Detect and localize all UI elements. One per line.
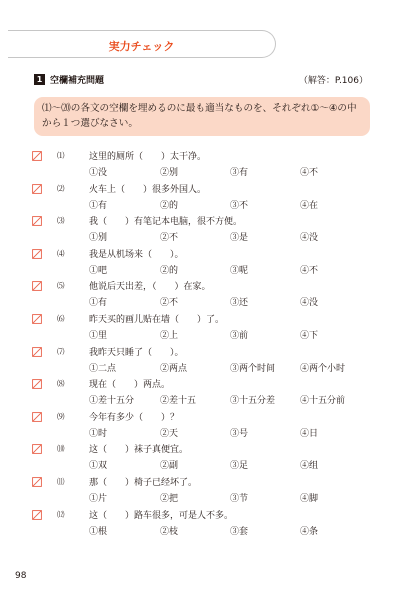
- answer-option[interactable]: ③两个时间: [230, 363, 276, 374]
- answer-option[interactable]: ②枝: [160, 526, 179, 537]
- section-title: 空欄補充問題: [50, 76, 105, 86]
- question-text: 火车上（ ）很多外国人。: [89, 184, 207, 195]
- answer-option[interactable]: ①别: [89, 233, 108, 244]
- checkbox-icon[interactable]: [32, 412, 42, 422]
- answer-option[interactable]: ④脚: [300, 494, 319, 504]
- question-number: ⑵: [57, 183, 65, 193]
- page-number: 98: [15, 571, 27, 581]
- checkbox-icon[interactable]: [32, 314, 42, 324]
- answer-option[interactable]: ④不: [300, 168, 319, 178]
- checkbox-icon[interactable]: [32, 379, 42, 389]
- question-item: [0, 183, 420, 215]
- answer-option[interactable]: ③套: [230, 526, 249, 537]
- answer-option[interactable]: ①里: [89, 331, 108, 341]
- instruction-text: ⑴〜⒇の各文の空欄を埋めるのに最も適当なものを、それぞれ①〜④の中から１つ選びなさい。: [42, 103, 357, 129]
- answer-option[interactable]: ③呢: [230, 265, 249, 276]
- checkbox-icon[interactable]: [32, 281, 42, 291]
- checkbox-icon[interactable]: [32, 151, 42, 161]
- question-text: 他说后天出差，（ ）在家。: [89, 282, 211, 293]
- answer-option[interactable]: ④没: [300, 298, 319, 309]
- checkbox-icon[interactable]: [32, 510, 42, 520]
- question-item: [0, 378, 420, 410]
- question-number: ⑾: [57, 477, 65, 486]
- answer-option[interactable]: ④在: [300, 200, 319, 211]
- answer-option[interactable]: ①片: [89, 494, 108, 504]
- answer-option[interactable]: ①有: [89, 200, 108, 211]
- answer-option[interactable]: ②把: [160, 494, 179, 504]
- checkbox-icon[interactable]: [32, 347, 42, 357]
- question-text: 那（ ）椅子已经坏了。: [89, 478, 198, 488]
- question-text: 我昨天只睡了（ ）。: [89, 347, 184, 358]
- answer-option[interactable]: ②不: [160, 298, 179, 309]
- question-text: 这（ ）袜子真便宜。: [89, 445, 189, 456]
- answer-option[interactable]: ①时: [89, 428, 108, 439]
- question-item: [0, 411, 420, 443]
- answer-option[interactable]: ①双: [89, 461, 108, 472]
- question-number: ⑺: [57, 346, 65, 356]
- answer-option[interactable]: ③号: [230, 428, 249, 439]
- answer-option[interactable]: ④条: [300, 526, 319, 537]
- instruction-box: [34, 97, 370, 136]
- answer-option[interactable]: ④十五分前: [300, 396, 346, 407]
- answer-option[interactable]: ①根: [89, 526, 108, 537]
- question-text: 这（ ）路车很多，可是人不多。: [89, 510, 234, 521]
- question-number: ⑸: [57, 281, 65, 291]
- answer-option[interactable]: ④两个小时: [300, 363, 346, 374]
- answer-option[interactable]: ①差十五分: [89, 396, 135, 407]
- question-text: 这里的厕所（ ）太干净。: [89, 152, 207, 162]
- question-number: ⑿: [57, 509, 65, 519]
- question-number: ⑶: [57, 216, 65, 226]
- answer-option[interactable]: ②两点: [160, 363, 188, 374]
- header-bar: [8, 30, 276, 58]
- question-item: [0, 346, 420, 378]
- question-number: ⑼: [57, 411, 65, 421]
- answer-option[interactable]: ①二点: [89, 363, 117, 374]
- answer-option[interactable]: ②的: [160, 200, 179, 211]
- question-item: [0, 215, 420, 247]
- answer-option[interactable]: ④下: [300, 331, 319, 341]
- answer-option[interactable]: ②不: [160, 233, 179, 244]
- question-item: [0, 150, 420, 182]
- question-item: [0, 509, 420, 541]
- question-text: 今年有多少（ ）？: [89, 412, 180, 423]
- answer-option[interactable]: ①没: [89, 168, 108, 178]
- answer-option[interactable]: ③有: [230, 168, 249, 178]
- checkbox-icon[interactable]: [32, 444, 42, 454]
- answer-option[interactable]: ④日: [300, 428, 319, 439]
- answer-option[interactable]: ③足: [230, 461, 249, 472]
- answer-option[interactable]: ③十五分差: [230, 396, 276, 407]
- question-text: 我（ ）有笔记本电脑，很不方便。: [89, 217, 243, 228]
- answer-option[interactable]: ④不: [300, 265, 319, 276]
- question-text: 现在（ ）两点。: [89, 380, 171, 391]
- question-item: [0, 476, 420, 508]
- question-number: ⑻: [57, 379, 65, 389]
- answer-option[interactable]: ④组: [300, 461, 319, 472]
- answer-reference: （解答：P.106）: [298, 76, 368, 86]
- header-title: 実力チェック: [108, 40, 175, 53]
- question-item: [0, 313, 420, 345]
- question-number: ⑽: [57, 444, 65, 454]
- answer-option[interactable]: ②差十五: [160, 396, 197, 407]
- question-item: [0, 248, 420, 280]
- answer-option[interactable]: ③前: [230, 331, 249, 341]
- question-number: ⑷: [57, 248, 65, 258]
- answer-option[interactable]: ②天: [160, 428, 179, 439]
- question-item: [0, 280, 420, 312]
- question-number: ⑴: [57, 151, 65, 160]
- checkbox-icon[interactable]: [32, 477, 42, 487]
- question-text: 我是从机场来（ ）。: [89, 249, 184, 260]
- checkbox-icon[interactable]: [32, 184, 42, 194]
- answer-option[interactable]: ③是: [230, 233, 249, 244]
- answer-option[interactable]: ③不: [230, 200, 249, 211]
- section-number: 1: [34, 74, 45, 85]
- answer-option[interactable]: ③节: [230, 494, 249, 504]
- question-text: 昨天买的画儿贴在墙（ ）了。: [89, 315, 225, 325]
- answer-option[interactable]: ①吧: [89, 265, 108, 276]
- answer-option[interactable]: ②副: [160, 461, 179, 472]
- answer-option[interactable]: ③还: [230, 298, 249, 309]
- answer-option[interactable]: ②别: [160, 168, 179, 178]
- checkbox-icon[interactable]: [32, 249, 42, 259]
- question-number: ⑹: [57, 314, 65, 323]
- answer-option[interactable]: ④没: [300, 233, 319, 244]
- answer-option[interactable]: ①有: [89, 298, 108, 309]
- answer-option[interactable]: ②的: [160, 265, 179, 276]
- answer-option[interactable]: ②上: [160, 331, 179, 341]
- checkbox-icon[interactable]: [32, 216, 42, 226]
- question-item: [0, 443, 420, 475]
